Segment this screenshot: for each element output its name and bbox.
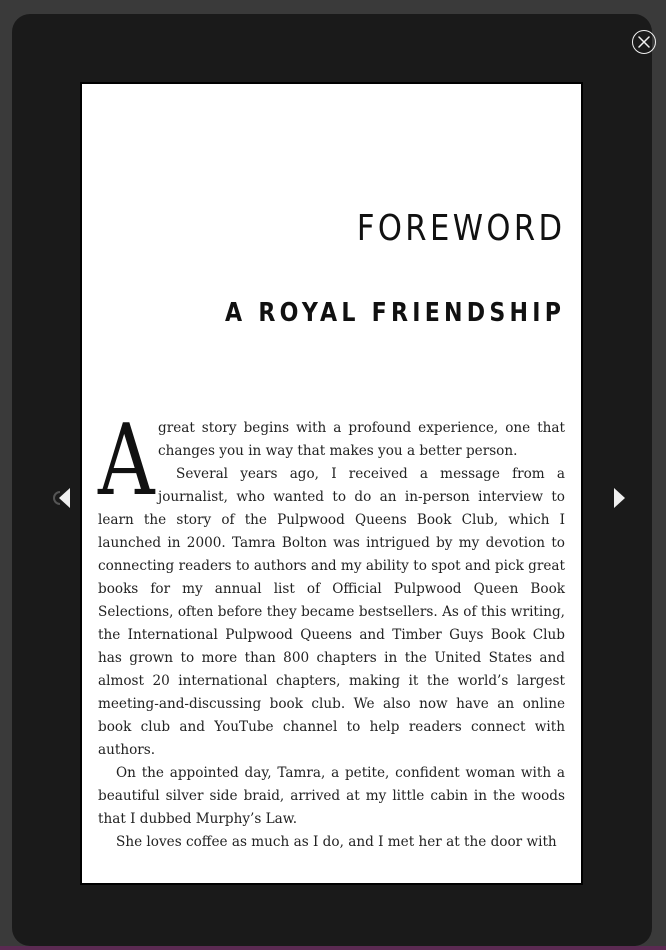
triangle-left-icon [48,486,78,510]
next-page-button[interactable] [610,486,630,510]
paragraph: On the appointed day, Tamra, a petite, confident woman with a beautiful silver side braid, arrived at my little cabin in the woods that I dubbed Murphy’s Law. [98,765,565,827]
paragraph: She loves coffee as much as I do, and I met her at the door with [116,834,557,850]
paragraph: great story begins with a profound experience, one that changes you in way that makes you a better person. [158,420,565,459]
chapter-subtitle: A ROYAL FRIENDSHIP [224,298,565,328]
triangle-right-icon [610,486,630,510]
paragraph: Several years ago, I received a message from a journalist, who wanted to do an in-person interview to learn the story of the Pulpwood Queens Book Club, which I launched in 2000. Tamra Bolton was intrigued by my devotion to connecting readers to authors and my ability to spot and pick great books for my annual list of Official Pulpwood Queen Book Selections, often before they became bestsellers. As of this writing, the International Pulpwood Queens and Timber Guys Book Club has grown to more than 800 chapters in the United States and almost 20 international chapters, making it the world’s largest meeting-and-discussing book club. We also now have an online book club and YouTube channel to help readers connect with authors. [98,466,565,758]
chapter-title: FOREWORD [356,208,565,249]
close-button[interactable] [632,30,656,54]
drop-cap: A [98,404,155,518]
book-page [80,82,583,885]
close-icon [638,36,650,48]
bottom-strip [0,946,666,950]
page-body [98,404,565,854]
previous-page-button[interactable] [48,486,78,510]
